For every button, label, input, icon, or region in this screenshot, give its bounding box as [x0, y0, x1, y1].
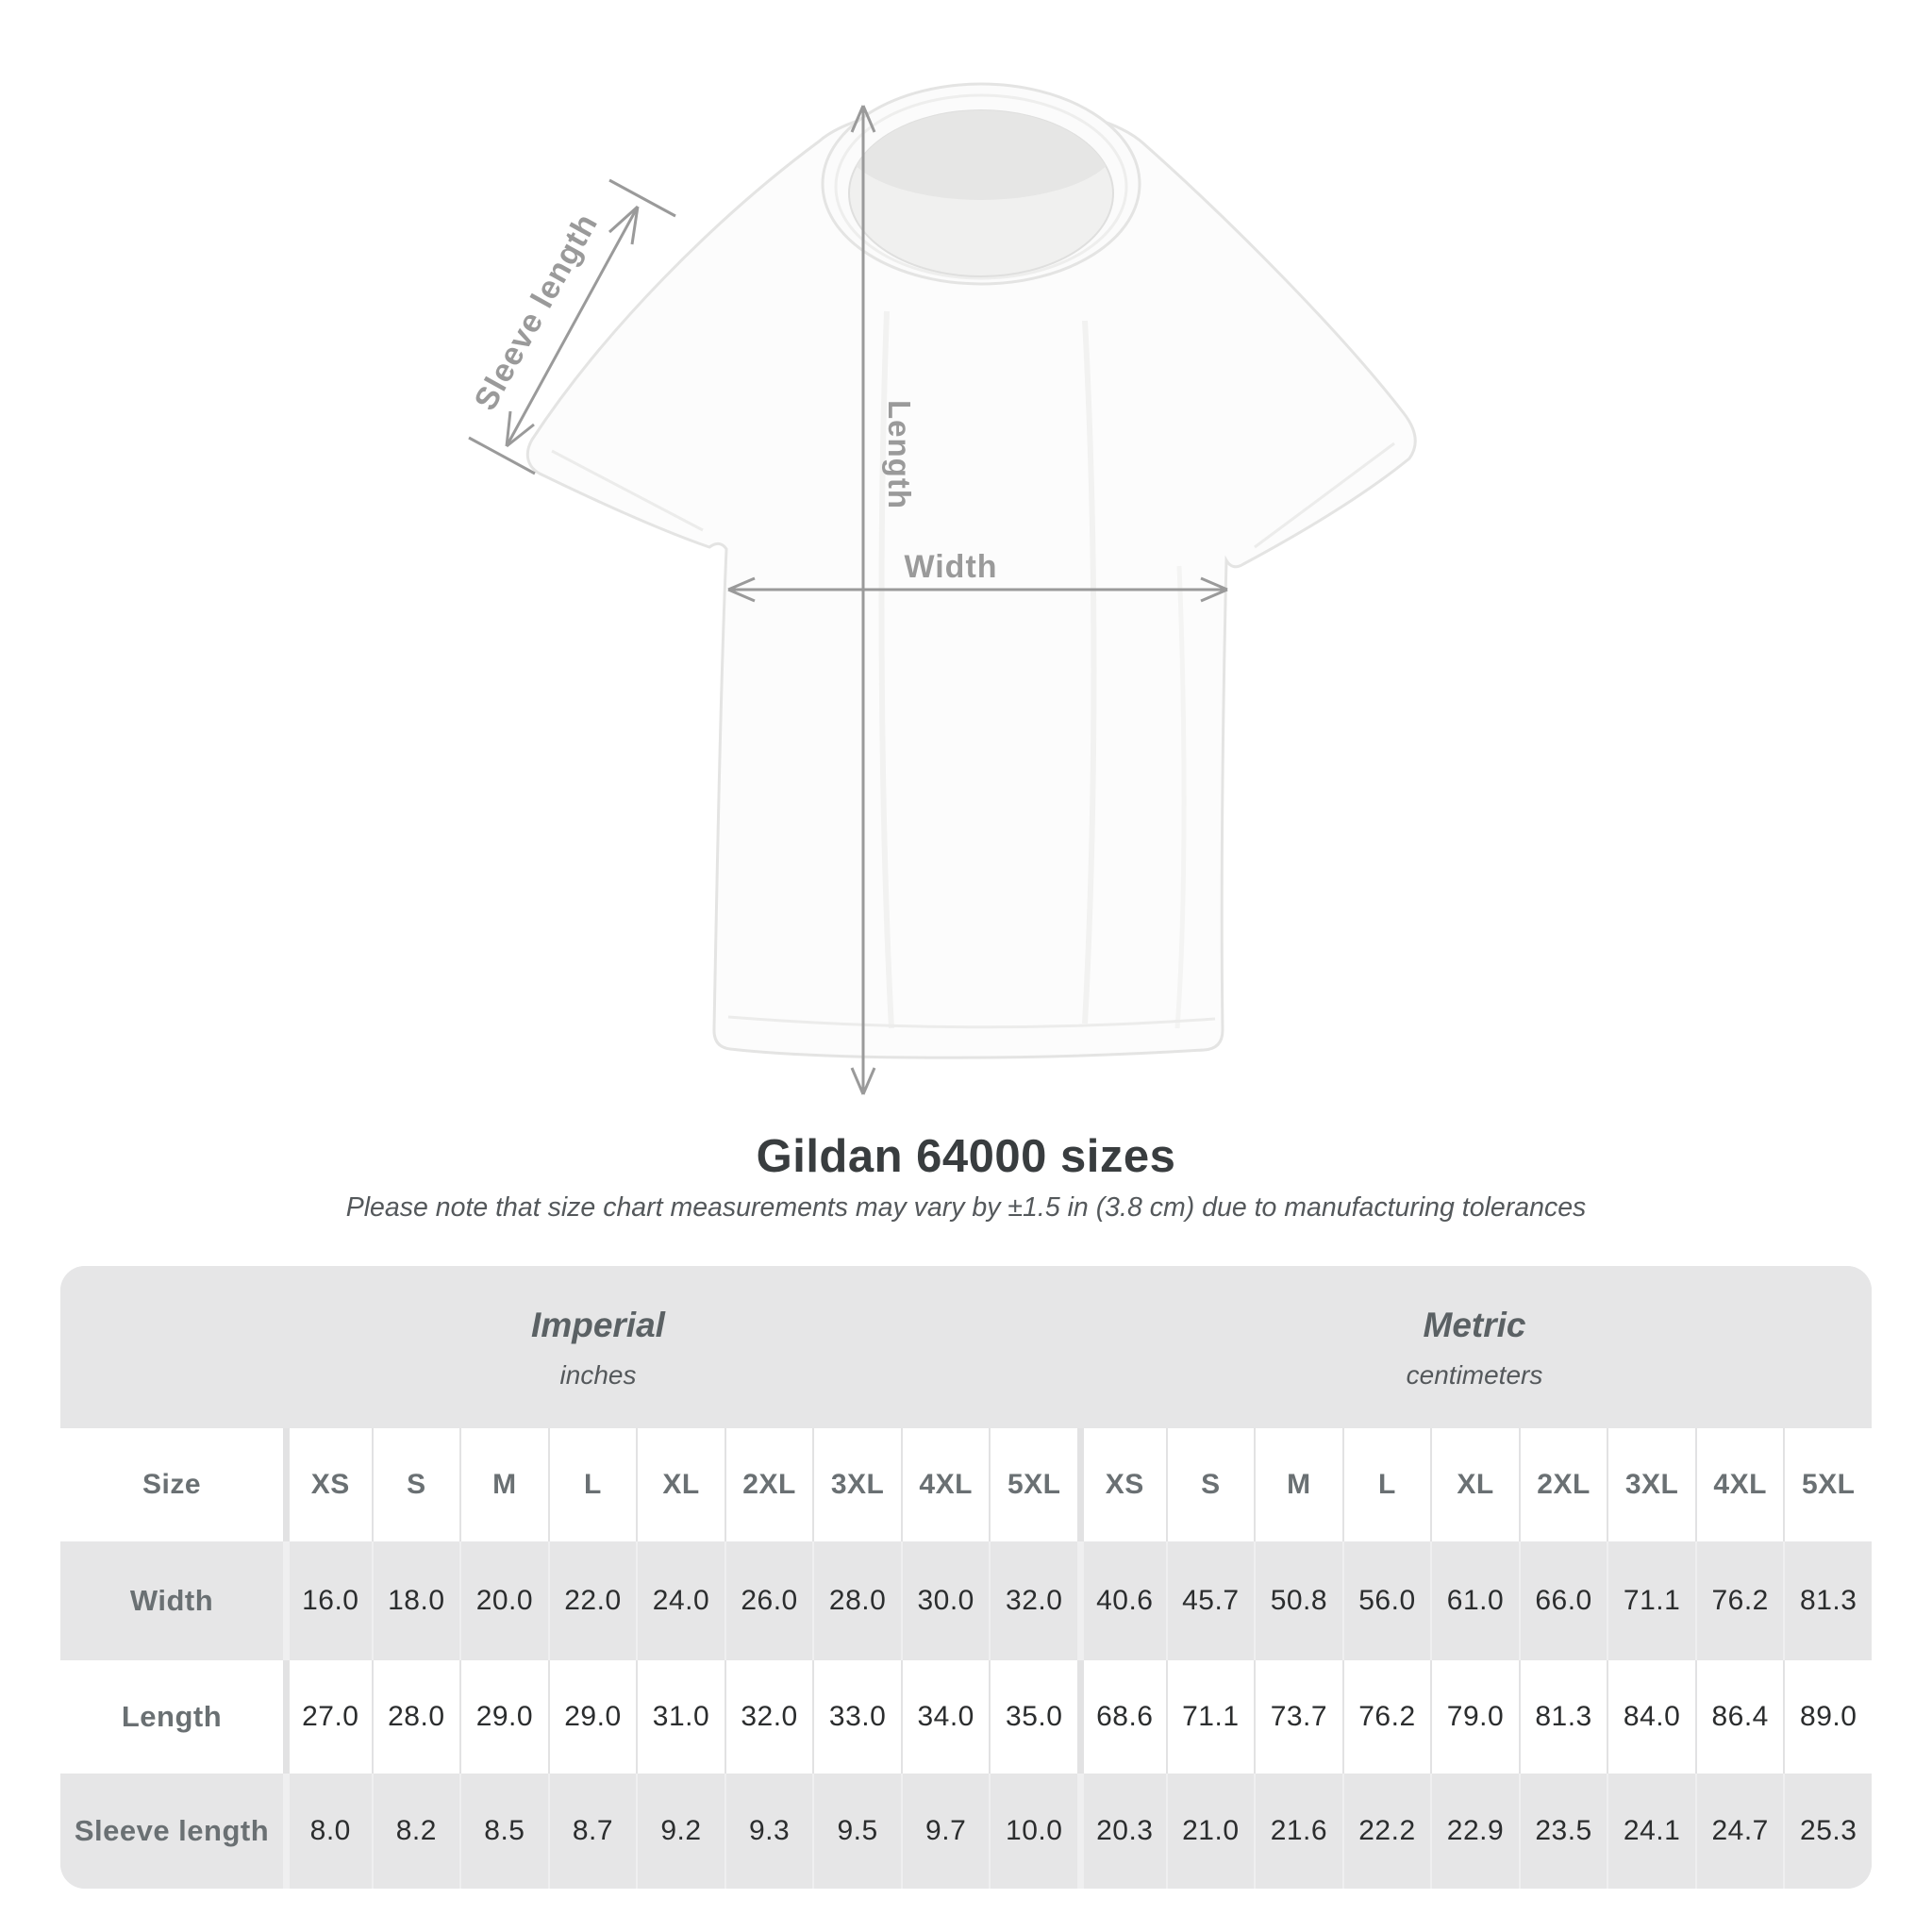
size-column-header: Size — [142, 1469, 202, 1500]
table-cell: 21.6 — [1254, 1774, 1342, 1889]
table-cell: 28.0 — [812, 1541, 901, 1660]
table-cell: 27.0 — [283, 1660, 372, 1774]
table-cell: 8.7 — [548, 1774, 637, 1889]
table-cell: 56.0 — [1342, 1541, 1431, 1660]
table-row-sleeve-length — [60, 1774, 1872, 1889]
size-header-cell: 4XL — [1695, 1428, 1784, 1541]
table-cell: 71.1 — [1166, 1660, 1255, 1774]
table-cell: 9.5 — [812, 1774, 901, 1889]
table-cell: 31.0 — [636, 1660, 724, 1774]
page-title: Gildan 64000 sizes — [756, 1131, 1176, 1182]
unit-group-header — [60, 1266, 1872, 1428]
size-header-cell: XL — [1430, 1428, 1519, 1541]
table-cell: 89.0 — [1783, 1660, 1872, 1774]
table-cell: 10.0 — [989, 1774, 1077, 1889]
metric-label: Metric — [1423, 1306, 1526, 1344]
table-cell: 40.6 — [1077, 1541, 1166, 1660]
size-header-cell: XS — [283, 1428, 372, 1541]
table-cell: 25.3 — [1783, 1774, 1872, 1889]
size-header-cell: M — [1254, 1428, 1342, 1541]
table-cell: 9.7 — [901, 1774, 990, 1889]
size-header-row — [60, 1428, 1872, 1541]
table-cell: 8.5 — [459, 1774, 548, 1889]
table-cell: 24.7 — [1695, 1774, 1784, 1889]
size-header-cell: L — [548, 1428, 637, 1541]
table-cell: 29.0 — [548, 1660, 637, 1774]
table-cell: 33.0 — [812, 1660, 901, 1774]
size-header-cell: 3XL — [1607, 1428, 1695, 1541]
table-cell: 79.0 — [1430, 1660, 1519, 1774]
table-cell: 24.1 — [1607, 1774, 1695, 1889]
width-label: Width — [904, 549, 998, 585]
row-label: Width — [129, 1584, 214, 1617]
size-header-cell: 2XL — [1519, 1428, 1607, 1541]
row-label: Sleeve length — [74, 1814, 270, 1847]
table-cell: 26.0 — [724, 1541, 813, 1660]
size-header-cell: 3XL — [812, 1428, 901, 1541]
table-cell: 32.0 — [724, 1660, 813, 1774]
table-cell: 16.0 — [283, 1541, 372, 1660]
size-header-cell: M — [459, 1428, 548, 1541]
table-cell: 76.2 — [1342, 1660, 1431, 1774]
table-cell: 9.3 — [724, 1774, 813, 1889]
tolerance-note: Please note that size chart measurements may vary by ±1.5 in (3.8 cm) due to manufacturing tolerances — [345, 1192, 1587, 1223]
table-cell: 61.0 — [1430, 1541, 1519, 1660]
table-cell: 30.0 — [901, 1541, 990, 1660]
size-header-cell: 5XL — [1783, 1428, 1872, 1541]
table-cell: 73.7 — [1254, 1660, 1342, 1774]
size-header-cell: S — [372, 1428, 460, 1541]
table-cell: 66.0 — [1519, 1541, 1607, 1660]
table-cell: 20.3 — [1077, 1774, 1166, 1889]
table-cell: 35.0 — [989, 1660, 1077, 1774]
table-cell: 9.2 — [636, 1774, 724, 1889]
imperial-group-header — [60, 1266, 1077, 1428]
size-header-cell: 5XL — [989, 1428, 1077, 1541]
table-cell: 22.0 — [548, 1541, 637, 1660]
metric-unit: centimeters — [1406, 1360, 1543, 1390]
table-cell: 81.3 — [1783, 1541, 1872, 1660]
table-cell: 22.9 — [1430, 1774, 1519, 1889]
table-cell: 34.0 — [901, 1660, 990, 1774]
table-cell: 81.3 — [1519, 1660, 1607, 1774]
table-cell: 84.0 — [1607, 1660, 1695, 1774]
table-cell: 23.5 — [1519, 1774, 1607, 1889]
size-header-cell: 2XL — [724, 1428, 813, 1541]
length-label: Length — [882, 400, 917, 509]
table-cell: 18.0 — [372, 1541, 460, 1660]
sleeve-length-label: Sleeve length — [467, 207, 606, 417]
table-cell: 76.2 — [1695, 1541, 1784, 1660]
table-cell: 71.1 — [1607, 1541, 1695, 1660]
table-cell: 50.8 — [1254, 1541, 1342, 1660]
table-cell: 32.0 — [989, 1541, 1077, 1660]
table-cell: 21.0 — [1166, 1774, 1255, 1889]
table-cell: 20.0 — [459, 1541, 548, 1660]
imperial-unit: inches — [559, 1360, 637, 1390]
imperial-label: Imperial — [531, 1306, 665, 1344]
table-cell: 8.0 — [283, 1774, 372, 1889]
size-header-cell: 4XL — [901, 1428, 990, 1541]
table-cell: 28.0 — [372, 1660, 460, 1774]
metric-group-header — [1077, 1266, 1872, 1428]
size-header-cell: XS — [1077, 1428, 1166, 1541]
table-cell: 22.2 — [1342, 1774, 1431, 1889]
size-header-cell: XL — [636, 1428, 724, 1541]
row-label: Length — [121, 1700, 223, 1733]
table-cell: 29.0 — [459, 1660, 548, 1774]
table-cell: 8.2 — [372, 1774, 460, 1889]
table-cell: 45.7 — [1166, 1541, 1255, 1660]
table-row-width — [60, 1541, 1872, 1660]
table-cell: 68.6 — [1077, 1660, 1166, 1774]
table-cell: 24.0 — [636, 1541, 724, 1660]
table-row-length — [60, 1660, 1872, 1774]
size-header-cell: L — [1342, 1428, 1431, 1541]
size-header-cell: S — [1166, 1428, 1255, 1541]
table-cell: 86.4 — [1695, 1660, 1784, 1774]
size-chart-table — [60, 1266, 1872, 1889]
